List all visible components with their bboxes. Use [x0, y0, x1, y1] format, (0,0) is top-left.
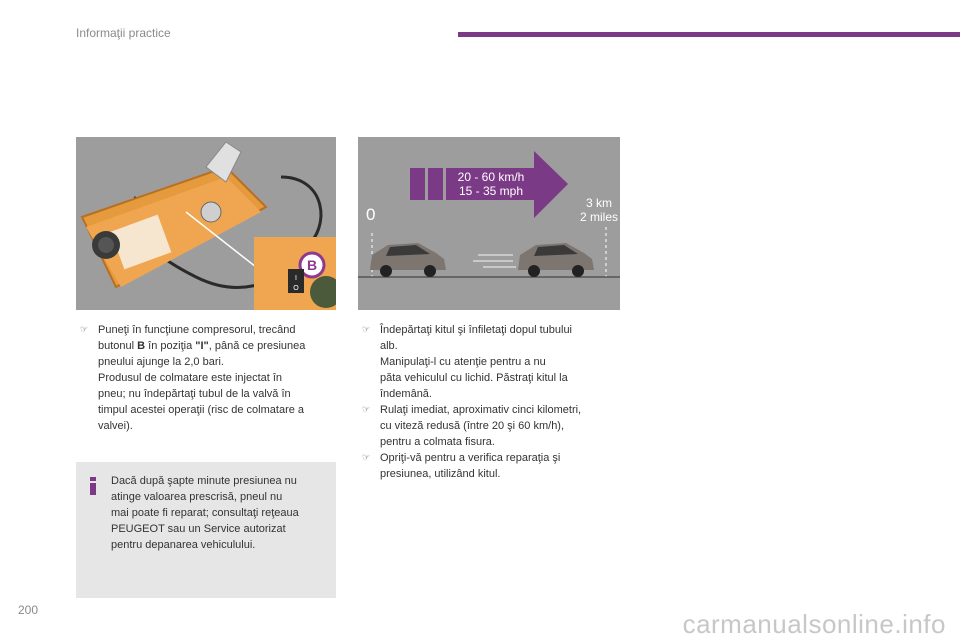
text-line: timpul acestei operaţii (risc de colmatare a	[98, 404, 305, 416]
switch-off-label: O	[293, 285, 299, 292]
start-label: 0	[366, 205, 376, 224]
text-line: păta vehiculul cu lichid. Păstraţi kitul la	[380, 372, 568, 384]
distance-km-label: 3 km	[586, 196, 613, 210]
bullet-arrow-icon: ☞	[80, 325, 89, 335]
button-b-label: B	[306, 257, 318, 273]
text-line: presiunea, utilizând kitul.	[380, 468, 501, 480]
text-line: Dacă după şapte minute presiunea nu	[111, 475, 297, 487]
text-line: pentru depanarea vehiculului.	[111, 539, 256, 551]
instruction-remove-kit	[358, 322, 620, 402]
left-instructions	[76, 322, 338, 434]
text-line: mai poate fi reparat; consultaţi reţeaua	[111, 507, 299, 519]
text-line: Rulaţi imediat, aproximativ cinci kilometri,	[380, 404, 582, 416]
text-line: Manipulaţi-l cu atenţie pentru a nu	[380, 356, 546, 368]
compressor-illustration	[76, 137, 336, 310]
text-fragment: în poziţia	[145, 340, 196, 352]
right-instructions	[358, 322, 620, 482]
text-line: cu viteză redusă (între 20 şi 60 km/h),	[380, 420, 565, 432]
page-number: 200	[18, 603, 39, 617]
text-line: alb.	[380, 340, 398, 352]
instruction-start-compressor	[76, 322, 338, 434]
text-line: Opriţi-vă pentru a verifica reparaţia şi	[380, 452, 561, 464]
speed-mph-label: 15 - 35 mph	[458, 184, 524, 198]
text-line: Puneţi în funcţiune compresorul, trecând	[98, 324, 296, 336]
text-line: valvei).	[98, 420, 133, 432]
text-line: îndemână.	[380, 388, 432, 400]
text-fragment: butonul	[98, 340, 138, 352]
info-icon	[87, 477, 99, 495]
distance-miles-label: 2 miles	[580, 210, 619, 224]
info-box	[76, 462, 336, 598]
header-accent-bar	[458, 32, 960, 37]
watermark: carmanualsonline.info	[682, 609, 946, 639]
switch-on-label: I	[295, 275, 297, 282]
instruction-stop-check	[358, 450, 620, 482]
text-line: pneului ajunge la 2,0 bari.	[98, 356, 224, 368]
text-line: atinge valoarea prescrisă, pneul nu	[111, 491, 283, 503]
bullet-arrow-icon: ☞	[362, 325, 371, 335]
text-line: Produsul de colmatare este injectat în	[98, 372, 283, 384]
info-text	[111, 473, 323, 553]
instruction-drive	[358, 402, 620, 450]
text-line	[98, 338, 338, 354]
bullet-arrow-icon: ☞	[362, 453, 371, 463]
text-line: pneu; nu îndepărtaţi tubul de la valvă în	[98, 388, 291, 400]
position-reference: "I"	[195, 340, 209, 352]
bullet-arrow-icon: ☞	[362, 405, 371, 415]
text-line: Îndepărtaţi kitul şi înfiletaţi dopul tubului	[380, 324, 573, 336]
section-title: Informaţii practice	[76, 26, 171, 40]
text-line: pentru a colmata fisura.	[380, 436, 495, 448]
speed-kmh-label: 20 - 60 km/h	[457, 170, 525, 184]
text-line: PEUGEOT sau un Service autorizat	[111, 523, 286, 535]
speed-distance-diagram	[358, 137, 620, 310]
text-fragment: , până ce presiunea	[208, 340, 306, 352]
button-reference: B	[137, 340, 146, 352]
